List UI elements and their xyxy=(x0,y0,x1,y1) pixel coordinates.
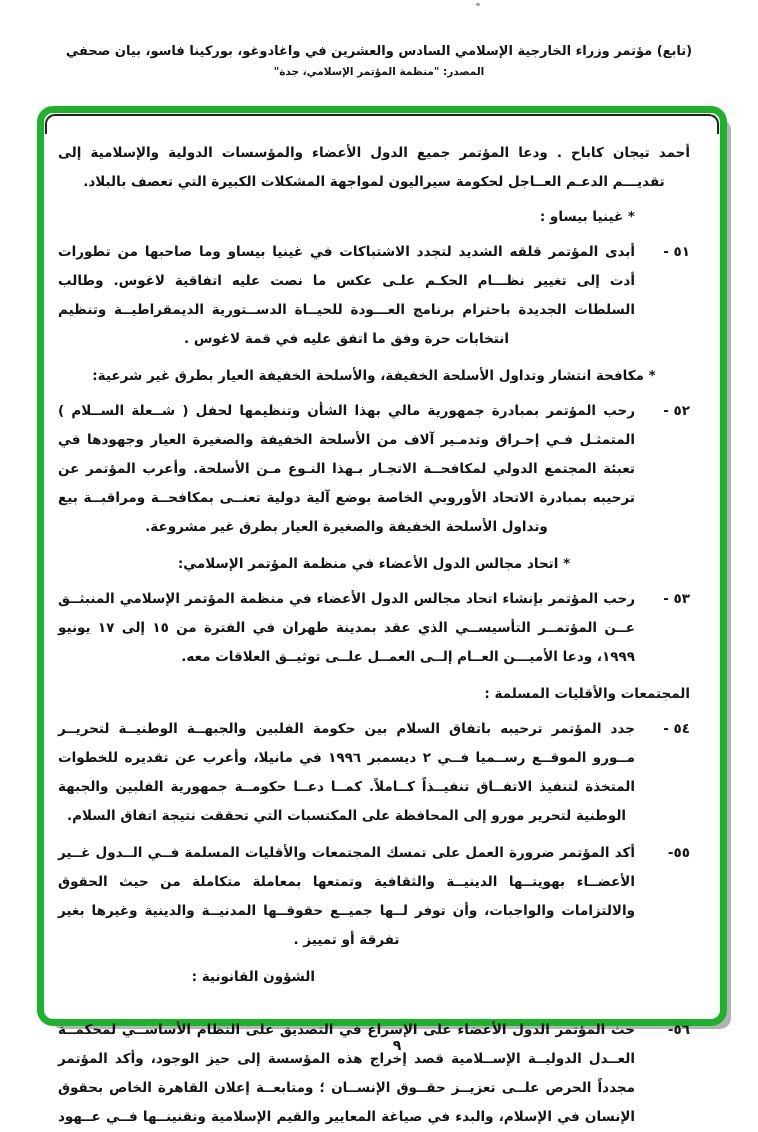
item-54-text: جدد المؤتمر ترحيبه باتفاق السلام بين حكومة الفلبين والجبهــة الوطنيــة لتحريــر مــورو الموقــع رســميا فــي ٢ ديسمبر ١٩٩٦ في مانيلا، وأعرب عن تقديره للخطوات المتخذة لتنفيذ الاتفــاق تنفيــذاً كــاملاً. كمــا دعــا حكومــة جمهورية الفلبين والجبهة الوطنية لتحرير مورو إلى المحافظة على المكتسبات التي تحققت نتيجة اتفاق السلام. xyxy=(58,721,636,824)
heading-guinea-bissau: * غينيا بيساو : xyxy=(539,209,635,225)
item-56-text: حث المؤتمر الدول الأعضاء على الإسراع في التصديق على النظام الأساســي لمحكمــة العــدل الدوليــة الإســلامية قصد إخراج هذه المؤسسة إلى حيز الوجود، وأكد المؤتمر مجدداً الحرص علــى تعزيــز حقــوق الإنســان ؛ ومتابعــة إعلان القاهرة الخاص بحقوق الإنسان في الإسلام، والبدء في صياغة المعايير والقيم الإسلامية وتقنينــها فــي عــهود xyxy=(58,1022,635,1125)
page-number: ٩ xyxy=(392,1038,402,1054)
item-54-number: ٥٤ - xyxy=(663,721,690,737)
heading-muslim-minorities: المجتمعات والأقليات المسلمة : xyxy=(484,686,690,702)
list-item-56 xyxy=(58,1016,690,1132)
item-52-text: رحب المؤتمر بمبادرة جمهورية مالي بهذا الشأن وتنظيمها لحفل ( شــعلة الســلام ) المتمثـل فـي إحـراق وتدمـير آلاف من الأسلحة الخفيفة والصغيرة العيار وجهودها في تعبئة المجتمع الدولي لمكافحــة الاتجـار بـهذا النـوع مـن الأسلحة. وأعرب المؤتمر عن ترحيبه بمبادرة الاتحاد الأوروبي الخاصة بوضع آلية دولية تعنــى بمكافحــة ومراقبــة بيع وتداول الأسلحة الخفيفة والصغيرة العيار بطرق غير مشروعة. xyxy=(58,403,635,535)
heading-light-weapons: * مكافحة انتشار وتداول الأسلحة الخفيفة، والأسلحة الخفيفة العيار بطرق غير شرعية: xyxy=(92,368,656,384)
document-content xyxy=(44,113,720,1125)
list-item-55 xyxy=(58,839,690,955)
scan-artifact-speck xyxy=(476,3,480,6)
list-item-53 xyxy=(58,585,690,672)
green-highlight-frame xyxy=(37,106,727,1125)
item-52-number: ٥٢ - xyxy=(663,403,690,419)
item-56-number: ٥٦- xyxy=(667,1022,690,1038)
item-53-text: رحب المؤتمر بإنشاء اتحاد مجالس الدول الأعضاء في منظمة المؤتمر الإسلامي المنبثــق عــن المؤتمــر التأسيســي الذي عقد بمدينة طهران في الفترة من ١٥ إلى ١٧ يونيو ١٩٩٩، ودعا الأميـــن العــام إلــى العمــل علــى توثيــق العلاقات معه. xyxy=(58,591,635,665)
paragraph-intro: أحمد تيجان كاباح . ودعا المؤتمر جميع الدول الأعضاء والمؤسسات الدولية والإسلامية إلى تقديـــم الدعـم العــاجل لحكومة سيراليون لمواجهة المشكلات الكبيرة التي تعصف بالبلاد. xyxy=(58,145,690,190)
list-item-54 xyxy=(58,715,690,831)
header-title: (تابع) مؤتمر وزراء الخارجية الإسلامي السادس والعشرين في واغادوغو، بوركينا فاسو، بيان صحفي xyxy=(65,44,693,59)
item-51-number: ٥١ - xyxy=(663,244,690,260)
item-53-number: ٥٣ - xyxy=(663,591,690,607)
list-item-51 xyxy=(58,238,690,354)
document-header xyxy=(0,44,758,78)
heading-legal-affairs: الشؤون القانونية : xyxy=(191,969,315,985)
item-55-text: أكد المؤتمر ضرورة العمل على تمسك المجتمعات والأقليات المسلمة فــي الــدول غــير الأعضــاء بهويتــها الدينيــة والثقافية وتمتعها بمعاملة متكاملة من حيث الحقوق والالتزامات والواجبات، وأن توفر لــها جميــع حقوقــها المدنيــة والدينية وغيرها بغير تفرقة أو تمييز . xyxy=(58,845,635,948)
list-item-52 xyxy=(58,397,690,542)
heading-member-councils-union: * اتحاد مجالس الدول الأعضاء في منظمة المؤتمر الإسلامي: xyxy=(177,556,571,572)
header-source: المصدر: "منظمة المؤتمر الإسلامي، جدة" xyxy=(273,66,485,78)
item-51-text: أبدى المؤتمر قلقه الشديد لتجدد الاشتباكات في غينيا بيساو وما صاحبها من تطورات أدت إلى تغيير نظـــام الحكـم علـى عكس ما نصت عليه اتفاقية لاغوس. وطالب السلطات الجديدة باحترام برنامج العـــودة للحيــاة الدســتورية الديمقراطيــة وتنظيم انتخابات حرة وفق ما اتفق عليه في قمة لاغوس . xyxy=(58,244,635,347)
item-55-number: ٥٥- xyxy=(667,845,690,861)
